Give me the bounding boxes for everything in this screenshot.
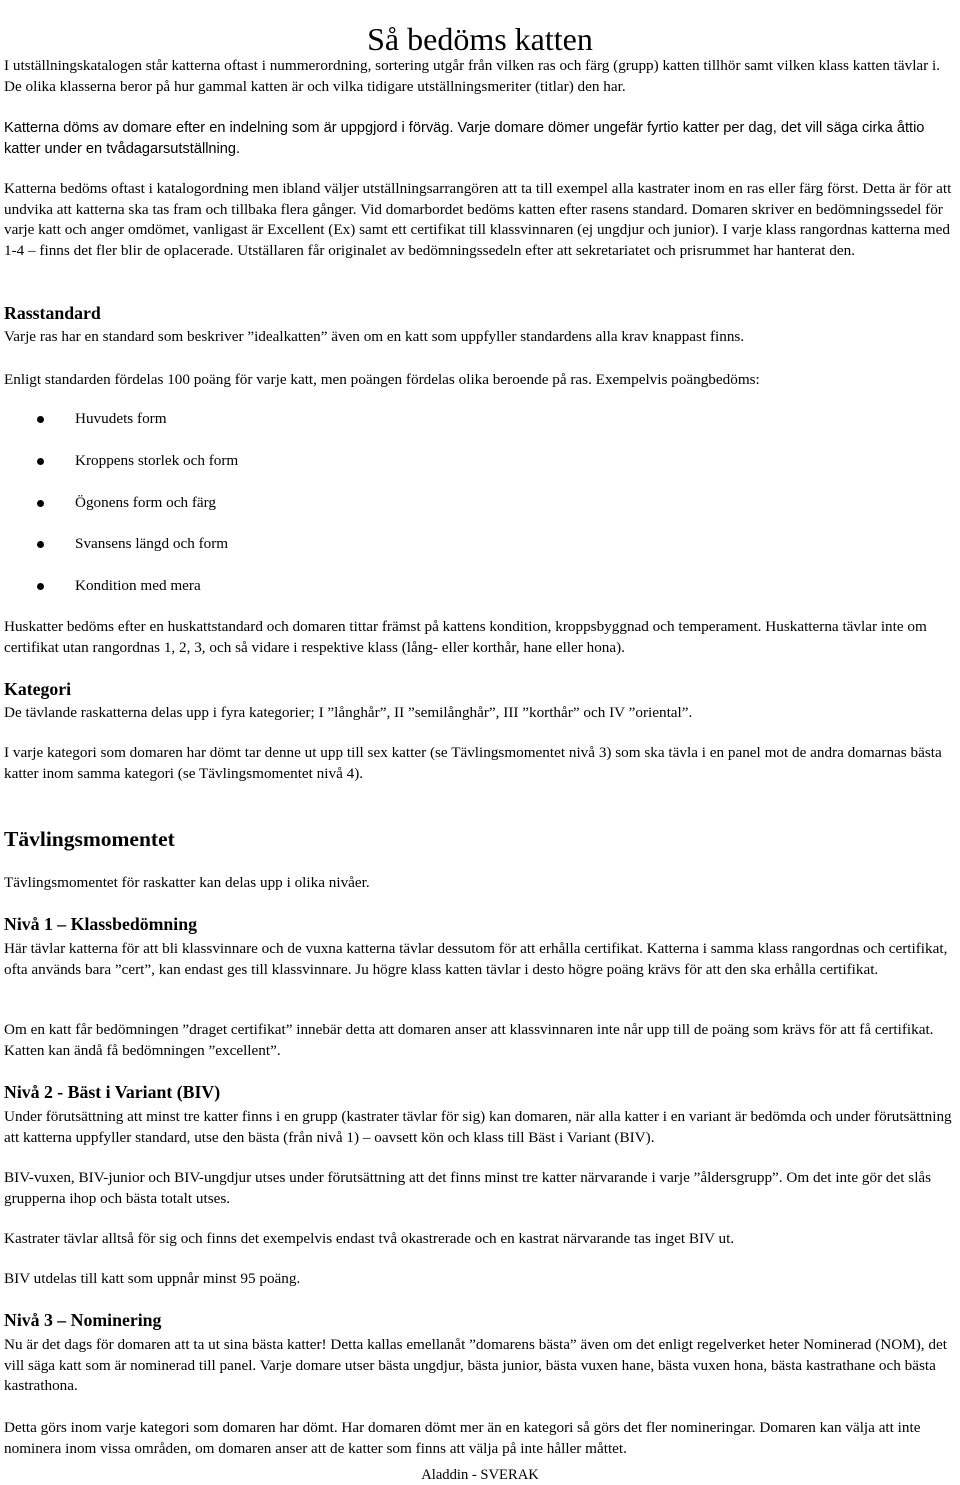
list-item	[0, 534, 700, 556]
niva-2-paragraph-4: BIV utdelas till katt som uppnår minst 95 poäng.	[4, 1270, 301, 1287]
section-heading-tavlingsmomentet: Tävlingsmomentet	[4, 827, 175, 851]
bullet-icon	[37, 583, 44, 590]
list-item	[0, 409, 700, 431]
kategori-paragraph-2: I varje kategori som domaren har dömt tar denne ut upp till sex katter (se Tävlingsmomentet nivå 3) som ska tävla i en panel mot de andra domarnas bästa katter inom samma kategori (se Tävlingsmomentet nivå 4).	[4, 744, 942, 782]
list-item-text: Ögonens form och färg	[75, 494, 217, 511]
niva-2-paragraph-3: Kastrater tävlar alltså för sig och finns det exempelvis endast två okastrerade och en kastrat närvarande tas inget BIV ut.	[4, 1230, 735, 1247]
section-heading-kategori: Kategori	[4, 679, 72, 699]
niva-1-paragraph-1: Här tävlar katterna för att bli klassvinnare och de vuxna katterna tävlar dessutom för att erhålla certifikat. Katterna i samma klass rangordnas och certifikat, ofta används bara ”cert”, kan endast ges till klassvinnare. Ju högre klass katten tävlar i desto högre poäng krävs för att den ska erhålla certifikat.	[4, 940, 948, 978]
list-item-text: Kondition med mera	[75, 577, 201, 594]
bullet-icon	[37, 458, 44, 465]
bullet-icon	[37, 416, 44, 423]
page-footer: Aladdin - SVERAK	[421, 1467, 539, 1483]
rasstandard-paragraph-1: Varje ras har en standard som beskriver ”idealkatten” även om en katt som uppfyller standardens alla krav knappast finns.	[4, 328, 745, 345]
rasstandard-paragraph-3: Huskatter bedöms efter en huskattstandard och domaren tittar främst på kattens kondition, kroppsbyggnad och temperament. Huskatterna tävlar inte om certifikat utan rangordnas 1, 2, 3, och så vidare i respektive klass (lång- eller korthår, hane eller hona).	[4, 618, 927, 656]
section-heading-rasstandard: Rasstandard	[4, 303, 101, 323]
niva-2-paragraph-2: BIV-vuxen, BIV-junior och BIV-ungdjur utses under förutsättning att det finns minst tre katter närvarande i varje ”åldersgrupp”. Om det inte gör det slås grupperna ihop och bästa totalt utses.	[4, 1169, 932, 1207]
intro-paragraph-2: Katterna döms av domare efter en indelning som är uppgjord i förväg. Varje domare dömer ungefär fyrtio katter per dag, det vill säga cirka åttio katter under en tvådagarsutställning.	[4, 120, 925, 157]
subheading-niva-3: Nivå 3 – Nominering	[4, 1310, 162, 1330]
list-item	[0, 493, 700, 515]
list-item	[0, 451, 700, 473]
subheading-niva-2: Nivå 2 - Bäst i Variant (BIV)	[4, 1082, 221, 1102]
bullet-icon	[37, 500, 44, 507]
list-item-text: Huvudets form	[75, 410, 167, 427]
tavlingsmomentet-intro: Tävlingsmomentet för raskatter kan delas upp i olika nivåer.	[4, 874, 370, 891]
intro-paragraph-3: Katterna bedöms oftast i katalogordning men ibland väljer utställningsarrangören att ta till exempel alla kastrater inom en ras eller färg först. Detta är för att undvika att katterna ska tas fram och tillbaka flera gånger. Vid domarbordet bedöms katten efter rasens standard. Domaren skriver en bedömningssedel för varje katt och anger omdömet, vanligast är Excellent (Ex) samt ett certifikat till klassvinnaren (ej ungdjur och junior). I varje klass rangordnas katterna med 1-4 – finns det fler blir de oplacerade. Utställaren får originalet av bedömningssedeln efter att sekretariatet och prisrummet har hanterat den.	[4, 180, 952, 259]
subheading-niva-1: Nivå 1 – Klassbedömning	[4, 914, 197, 934]
kategori-paragraph-1: De tävlande raskatterna delas upp i fyra kategorier; I ”långhår”, II ”semilånghår”, III ”korthår” och IV ”oriental”.	[4, 704, 693, 721]
niva-1-paragraph-2: Om en katt får bedömningen ”draget certifikat” innebär detta att domaren anser att klassvinnaren inte når upp till de poäng som krävs för att få certifikat. Katten kan ändå få bedömningen ”excellent”.	[4, 1021, 934, 1059]
intro-paragraph-1: I utställningskatalogen står katterna oftast i nummerordning, sortering utgår från vilken ras och färg (grupp) katten tillhör samt vilken klass katten tävlar i. De olika klasserna beror på hur gammal katten är och vilka tidigare utställningsmeriter (titlar) den har.	[4, 57, 941, 95]
list-item-text: Kroppens storlek och form	[75, 452, 239, 469]
list-item-text: Svansens längd och form	[75, 535, 229, 552]
bullet-icon	[37, 541, 44, 548]
page-title: Så bedöms katten	[367, 21, 593, 58]
list-item	[0, 576, 700, 598]
niva-3-paragraph-2: Detta görs inom varje kategori som domaren har dömt. Har domaren dömt mer än en kategori så görs det fler nomineringar. Domaren kan välja att inte nominera inom vissa områden, om domaren anser att de katter som finns att välja på inte håller måttet.	[4, 1419, 921, 1457]
niva-2-paragraph-1: Under förutsättning att minst tre katter finns i en grupp (kastrater tävlar för sig) kan domaren, när alla katter i en variant är bedömda och under förutsättning att katterna uppfyller standard, utse den bästa (från nivå 1) – oavsett kön och klass till Bäst i Variant (BIV).	[4, 1108, 952, 1146]
niva-3-paragraph-1: Nu är det dags för domaren att ta ut sina bästa katter! Detta kallas emellanåt ”domarens bästa” även om det enligt regelverket heter Nominerad (NOM), det vill säga katt som är nominerad till panel. Varje domare utser bästa ungdjur, bästa junior, bästa vuxen hane, bästa vuxen hona, bästa kastrathane och bästa kastrathona.	[4, 1336, 947, 1394]
rasstandard-paragraph-2: Enligt standarden fördelas 100 poäng för varje katt, men poängen fördelas olika beroende på ras. Exempelvis poängbedöms:	[4, 371, 760, 388]
